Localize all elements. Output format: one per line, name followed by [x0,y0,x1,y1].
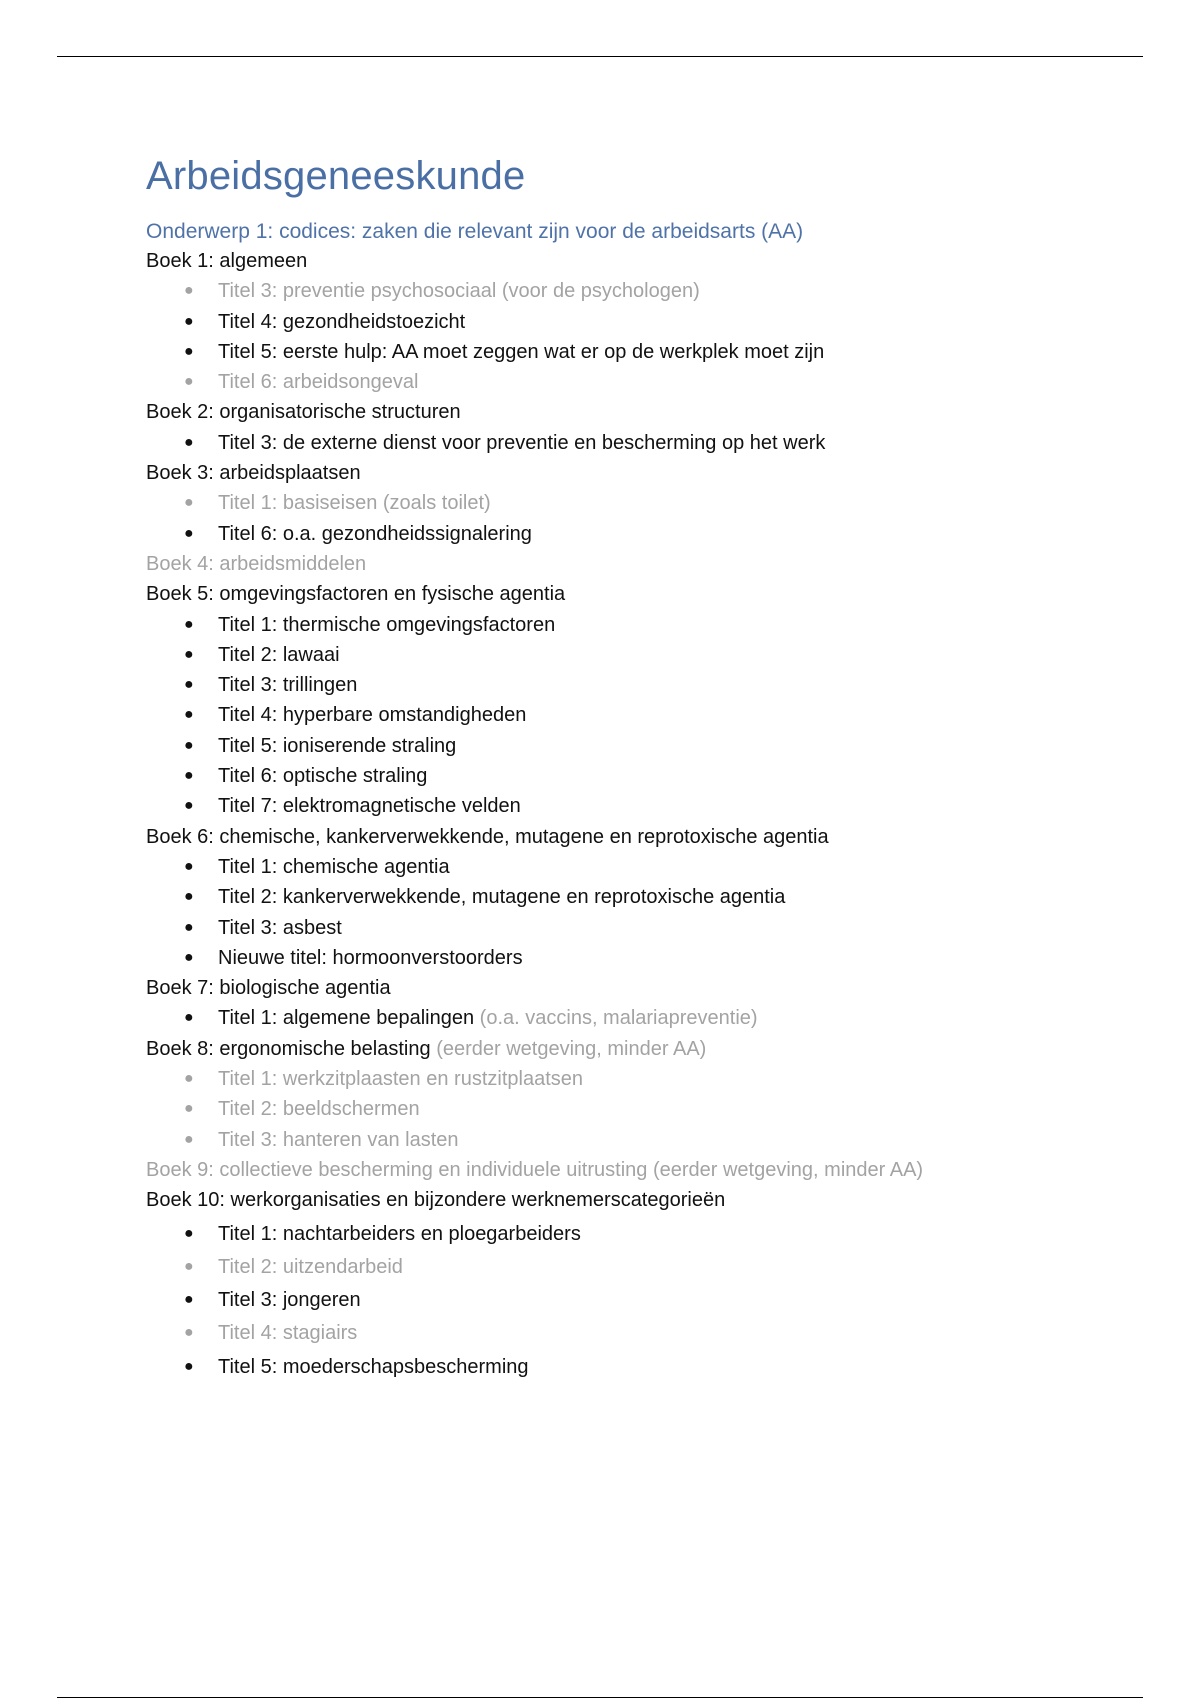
title-label: Titel 3: jongeren [218,1289,361,1312]
list-item [146,700,1076,730]
bullet-icon: ● [184,1291,194,1309]
book-heading [146,458,1076,488]
title-label: Titel 5: eerste hulp: AA moet zeggen wat er op de werkplek moet zijn [218,340,825,363]
bullet-icon: ● [184,312,194,330]
title-label: Titel 1: algemene bepalingen [218,1007,475,1030]
list-item [146,913,1076,943]
title-label: Titel 3: hanteren van lasten [218,1128,459,1151]
bullet-icon: ● [184,918,194,936]
title-label: Titel 6: optische straling [218,765,428,788]
topic-heading: Onderwerp 1: codices: zaken die relevant zijn voor de arbeidsarts (AA) [146,220,804,243]
title-label: Titel 5: moederschapsbescherming [218,1355,529,1378]
book-label: Boek 9: collectieve bescherming en individuele uitrusting (eerder wetgeving, minder AA) [146,1158,924,1181]
title-label: Titel 4: hyperbare omstandigheden [218,704,527,727]
bullet-icon: ● [184,948,194,966]
list-item [146,640,1076,670]
title-list [146,428,1076,458]
title-list [146,610,1076,822]
bullet-icon: ● [184,373,194,391]
title-label: Titel 1: werkzitplaasten en rustzitplaatsen [218,1068,583,1091]
title-label: Titel 1: basiseisen (zoals toilet) [218,492,491,515]
book-label: Boek 1: algemeen [146,250,308,272]
title-list [146,1064,1076,1155]
title-label: Titel 6: o.a. gezondheidssignalering [218,522,532,545]
title-list [146,488,1076,549]
bullet-icon: ● [184,1324,194,1342]
list-item [146,1064,1076,1094]
book-heading [146,579,1076,609]
bullet-icon: ● [184,645,194,663]
book-label: Boek 2: organisatorische structuren [146,401,461,424]
book-label: Boek 6: chemische, kankerverwekkende, mutagene en reprotoxische agentia [146,825,829,848]
title-label: Titel 4: gezondheidstoezicht [218,310,466,333]
title-list [146,1219,1076,1382]
title-list [146,1003,1076,1033]
list-item [146,1352,1076,1382]
bullet-icon: ● [184,1070,194,1088]
book-heading [146,822,1076,852]
bullet-icon: ● [184,1130,194,1148]
title-label: Titel 5: ioniserende straling [218,734,457,757]
book-heading [146,549,1076,579]
list-item [146,276,1076,306]
bullet-icon: ● [184,767,194,785]
bullet-icon: ● [184,524,194,542]
book-heading [146,1155,1076,1185]
bullet-icon: ● [184,706,194,724]
title-label: Titel 2: beeldschermen [218,1098,420,1121]
list-item [146,337,1076,367]
book-label: Boek 10: werkorganisaties en bijzondere werknemerscategorieën [146,1189,726,1212]
book-label: Boek 4: arbeidsmiddelen [146,552,367,575]
book-label: Boek 3: arbeidsplaatsen [146,462,361,485]
bullet-icon: ● [184,888,194,906]
title-label: Titel 3: preventie psychosociaal (voor de psychologen) [218,280,700,303]
book-note: (eerder wetgeving, minder AA) [436,1037,707,1060]
title-label: Titel 7: elektromagnetische velden [218,795,521,818]
title-list [146,276,1076,397]
bullet-icon: ● [184,1357,194,1375]
list-item [146,1003,1076,1033]
title-label: Titel 3: de externe dienst voor preventie en bescherming op het werk [218,431,826,454]
footer-rule [57,1697,1143,1698]
header-rule [57,56,1143,57]
bullet-icon: ● [184,736,194,754]
title-label: Titel 2: uitzendarbeid [218,1255,403,1278]
title-label: Titel 1: nachtarbeiders en ploegarbeiders [218,1222,581,1245]
bullet-icon: ● [184,433,194,451]
list-item [146,1252,1076,1282]
bullet-icon: ● [184,615,194,633]
title-label: Titel 1: chemische agentia [218,855,450,878]
bullet-icon: ● [184,797,194,815]
list-item [146,428,1076,458]
bullet-icon: ● [184,1009,194,1027]
list-item [146,488,1076,518]
list-item [146,1125,1076,1155]
book-label: Boek 5: omgevingsfactoren en fysische agentia [146,583,566,606]
list-item [146,731,1076,761]
bullet-icon: ● [184,342,194,360]
bullet-icon: ● [184,494,194,512]
book-label: Boek 8: ergonomische belasting [146,1037,431,1060]
bullet-icon: ● [184,857,194,875]
list-item [146,1318,1076,1348]
list-item [146,1285,1076,1315]
document-body [146,148,1076,1382]
title-label: Nieuwe titel: hormoonverstoorders [218,946,523,969]
book-heading [146,246,1076,276]
list-item [146,852,1076,882]
title-label: Titel 1: thermische omgevingsfactoren [218,613,556,636]
list-item [146,1219,1076,1249]
book-heading [146,973,1076,1003]
list-item [146,1094,1076,1124]
title-label: Titel 4: stagiairs [218,1322,358,1345]
list-item [146,943,1076,973]
title-note: (o.a. vaccins, malariapreventie) [479,1007,758,1030]
bullet-icon: ● [184,676,194,694]
title-label: Titel 3: asbest [218,916,342,939]
book-label: Boek 7: biologische agentia [146,977,391,1000]
list-item [146,791,1076,821]
list-item [146,610,1076,640]
bullet-icon: ● [184,1100,194,1118]
title-label: Titel 6: arbeidsongeval [218,371,419,394]
list-item [146,761,1076,791]
title-label: Titel 3: trillingen [218,674,358,697]
list-item [146,519,1076,549]
document-title: Arbeidsgeneeskunde [146,154,526,198]
list-item [146,307,1076,337]
book-heading [146,1034,1076,1064]
book-heading [146,397,1076,427]
list-item [146,882,1076,912]
list-item [146,367,1076,397]
title-label: Titel 2: kankerverwekkende, mutagene en reprotoxische agentia [218,886,786,909]
book-heading [146,1185,1076,1215]
book-list [146,246,1076,1382]
list-item [146,670,1076,700]
title-list [146,852,1076,973]
bullet-icon: ● [184,282,194,300]
bullet-icon: ● [184,1257,194,1275]
bullet-icon: ● [184,1224,194,1242]
title-label: Titel 2: lawaai [218,643,340,666]
